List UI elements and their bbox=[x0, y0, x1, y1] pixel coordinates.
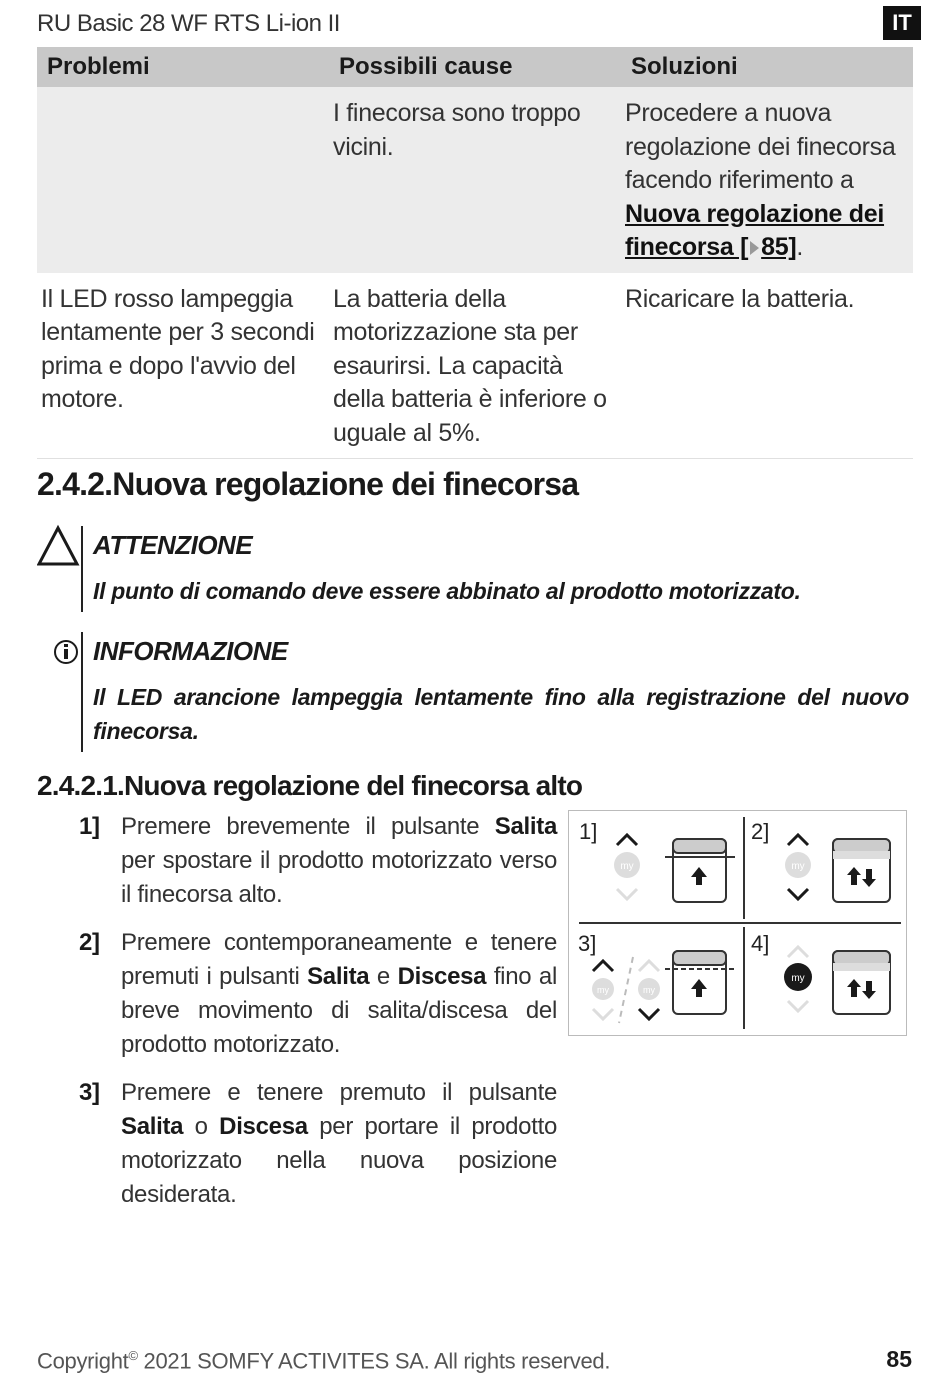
cell-cause: I finecorsa sono troppo vicini. bbox=[329, 87, 621, 273]
column-header-soluzioni: Soluzioni bbox=[621, 47, 913, 87]
panel-label-1: 1] bbox=[579, 819, 598, 844]
section-heading: 2.4.2.Nuova regolazione dei finecorsa bbox=[37, 466, 579, 502]
step-text: Premere brevemente il pulsante bbox=[121, 813, 495, 840]
step-text: fino al breve movimento di salita/discesa del prodotto motorizzato. bbox=[121, 963, 557, 1058]
troubleshooting-table bbox=[37, 47, 913, 459]
steps-list bbox=[79, 810, 557, 1226]
copyright-symbol: © bbox=[128, 1348, 138, 1363]
link-page: 85] bbox=[761, 233, 797, 261]
my-label: my bbox=[643, 985, 655, 995]
page-number: 85 bbox=[886, 1346, 912, 1372]
information-title: INFORMAZIONE bbox=[93, 636, 288, 666]
solution-text: Procedere a nuova regolazione dei finecorsa facendo riferimento a bbox=[625, 99, 896, 194]
list-item bbox=[79, 926, 557, 1062]
table-row bbox=[37, 273, 913, 459]
copyright-prefix: Copyright bbox=[37, 1348, 129, 1374]
attention-title: ATTENZIONE bbox=[93, 530, 253, 560]
step-number: 2] bbox=[79, 929, 100, 956]
step-bold-text: Discesa bbox=[219, 1113, 308, 1140]
step-text: o bbox=[183, 1113, 220, 1140]
notice-bar bbox=[81, 632, 83, 752]
cell-cause: La batteria della motorizzazione sta per esaurirsi. La capacità della batteria è inferiore o uguale al 5%. bbox=[329, 273, 621, 459]
my-label: my bbox=[791, 973, 805, 984]
panel-2-illustration bbox=[785, 835, 890, 902]
copyright-footer bbox=[37, 1348, 610, 1374]
solution-suffix: . bbox=[796, 233, 804, 261]
step-text: Premere contemporaneamente e tenere premuti i pulsanti bbox=[121, 929, 557, 990]
notice-bar bbox=[81, 526, 83, 612]
table-header-row bbox=[37, 47, 913, 87]
attention-notice bbox=[37, 524, 913, 612]
cross-reference-link[interactable] bbox=[625, 200, 884, 262]
step-text: per portare il prodotto motorizzato nella nuova posizione desiderata. bbox=[121, 1113, 557, 1208]
step-number: 3] bbox=[79, 1079, 100, 1106]
document-title: RU Basic 28 WF RTS Li-ion II bbox=[37, 10, 340, 37]
warning-triangle-icon bbox=[37, 524, 81, 573]
step-text: Premere e tenere premuto il pulsante bbox=[121, 1079, 557, 1106]
panel-label-3: 3] bbox=[578, 931, 597, 956]
panel-4-illustration bbox=[784, 947, 890, 1014]
attention-text: Il punto di comando deve essere abbinato al prodotto motorizzato. bbox=[93, 578, 801, 604]
copyright-text: 2021 SOMFY ACTIVITES SA. All rights reserved. bbox=[137, 1348, 611, 1374]
my-label: my bbox=[620, 861, 634, 872]
cell-problem bbox=[37, 87, 329, 273]
table-row bbox=[37, 87, 913, 273]
limit-setting-diagram bbox=[568, 810, 907, 1036]
cell-solution bbox=[621, 87, 913, 273]
column-header-possibili-cause: Possibili cause bbox=[329, 47, 621, 87]
cell-problem: Il LED rosso lampeggia lentamente per 3 secondi prima e dopo l'avvio del motore. bbox=[37, 273, 329, 459]
info-circle-icon bbox=[52, 638, 80, 671]
panel-label-2: 2] bbox=[751, 819, 770, 844]
my-label: my bbox=[791, 861, 805, 872]
page-header bbox=[37, 6, 913, 40]
panel-1-illustration bbox=[614, 835, 735, 902]
subsection-heading: 2.4.2.1.Nuova regolazione del finecorsa alto bbox=[37, 770, 583, 801]
list-item bbox=[79, 1076, 557, 1212]
my-label: my bbox=[597, 985, 609, 995]
panel-3-illustration bbox=[592, 951, 735, 1023]
page-arrow-icon bbox=[750, 241, 759, 255]
step-number: 1] bbox=[79, 813, 100, 840]
step-bold-text: Salita bbox=[121, 1113, 184, 1140]
information-notice bbox=[37, 630, 913, 752]
column-header-problemi: Problemi bbox=[37, 47, 329, 87]
list-item bbox=[79, 810, 557, 912]
step-bold-text: Salita bbox=[494, 813, 557, 840]
link-text: Nuova regolazione dei finecorsa [ bbox=[625, 199, 885, 261]
cell-solution: Ricaricare la batteria. bbox=[621, 273, 913, 459]
diagram-illustration bbox=[569, 811, 908, 1037]
step-text: e bbox=[369, 963, 398, 990]
step-bold-text: Discesa bbox=[397, 963, 487, 990]
information-text: Il LED arancione lampeggia lentamente fino alla registrazione del nuovo finecorsa. bbox=[93, 684, 909, 744]
step-bold-text: Salita bbox=[307, 963, 370, 990]
language-badge: IT bbox=[883, 6, 921, 40]
panel-label-4: 4] bbox=[751, 931, 770, 956]
step-text: per spostare il prodotto motorizzato verso il finecorsa alto. bbox=[121, 847, 557, 908]
